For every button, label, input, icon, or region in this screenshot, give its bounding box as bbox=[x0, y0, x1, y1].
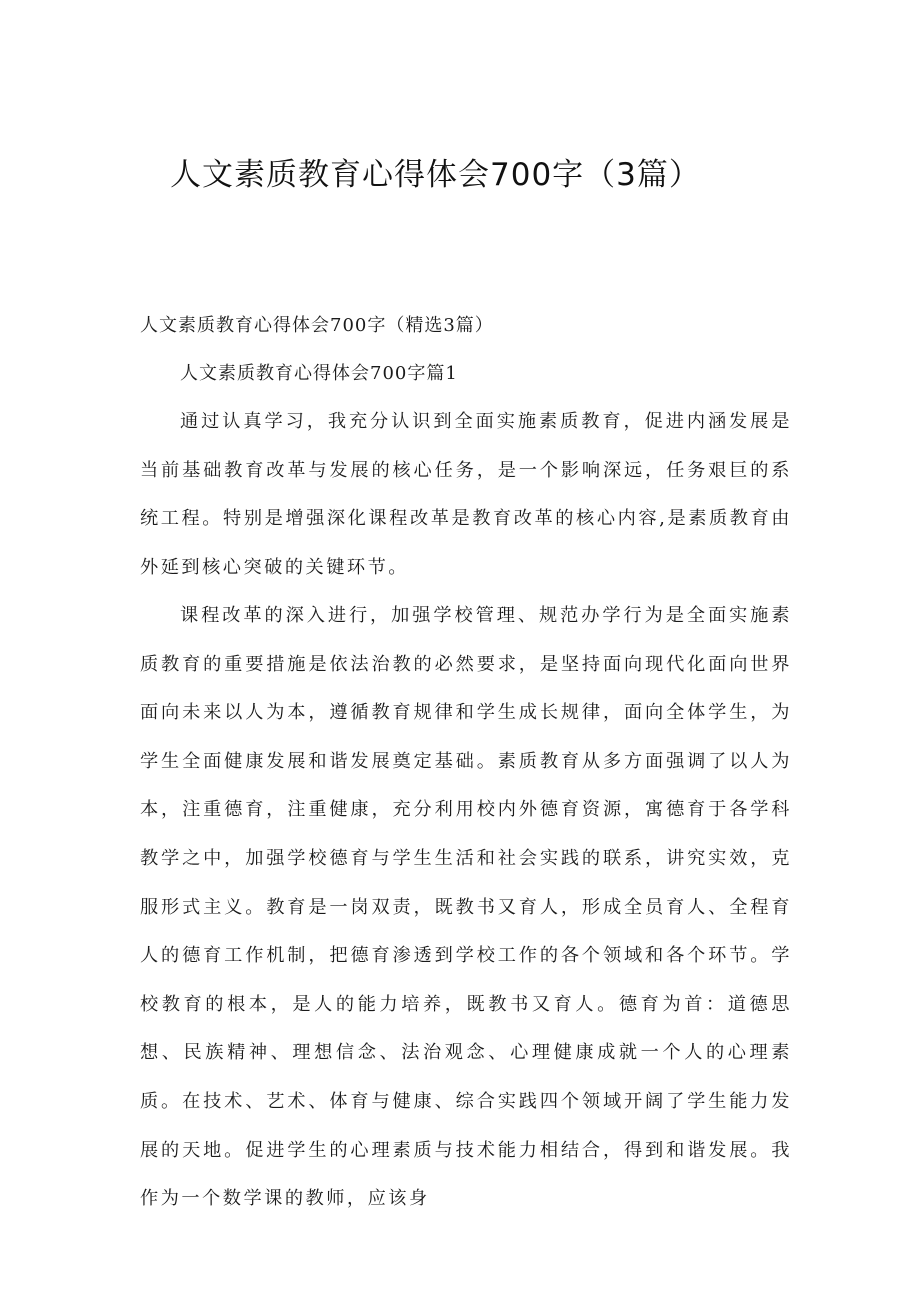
body-paragraph: 通过认真学习，我充分认识到全面实施素质教育，促进内涵发展是当前基础教育改革与发展的核心任务，是一个影响深远，任务艰巨的系统工程。特别是增强深化课程改革是教育改革的核心内容,是素质教育由外延到核心突破的关键环节。 bbox=[140, 411, 792, 578]
document-title: 人文素质教育心得体会700字（3篇） bbox=[170, 157, 701, 193]
section-heading: 人文素质教育心得体会700字篇1 bbox=[180, 363, 458, 384]
document-subtitle: 人文素质教育心得体会700字（精选3篇） bbox=[140, 315, 494, 336]
body-paragraph: 课程改革的深入进行，加强学校管理、规范办学行为是全面实施素质教育的重要措施是依法治教的必然要求，是坚持面向现代化面向世界面向未来以人为本，遵循教育规律和学生成长规律，面向全体学生，为学生全面健康发展和谐发展奠定基础。素质教育从多方面强调了以人为本，注重德育，注重健康，充分利用校内外德育资源，寓德育于各学科教学之中，加强学校德育与学生生活和社会实践的联系，讲究实效，克服形式主义。教育是一岗双责，既教书又育人，形成全员育人、全程育人的德育工作机制，把德育渗透到学校工作的各个领域和各个环节。学校教育的根本，是人的能力培养，既教书又育人。德育为首：道德思想、民族精神、理想信念、法治观念、心理健康成就一个人的心理素质。在技术、艺术、体育与健康、综合实践四个领域开阔了学生能力发展的天地。促进学生的心理素质与技术能力相结合，得到和谐发展。我作为一个数学课的教师，应该身 bbox=[140, 605, 792, 1210]
